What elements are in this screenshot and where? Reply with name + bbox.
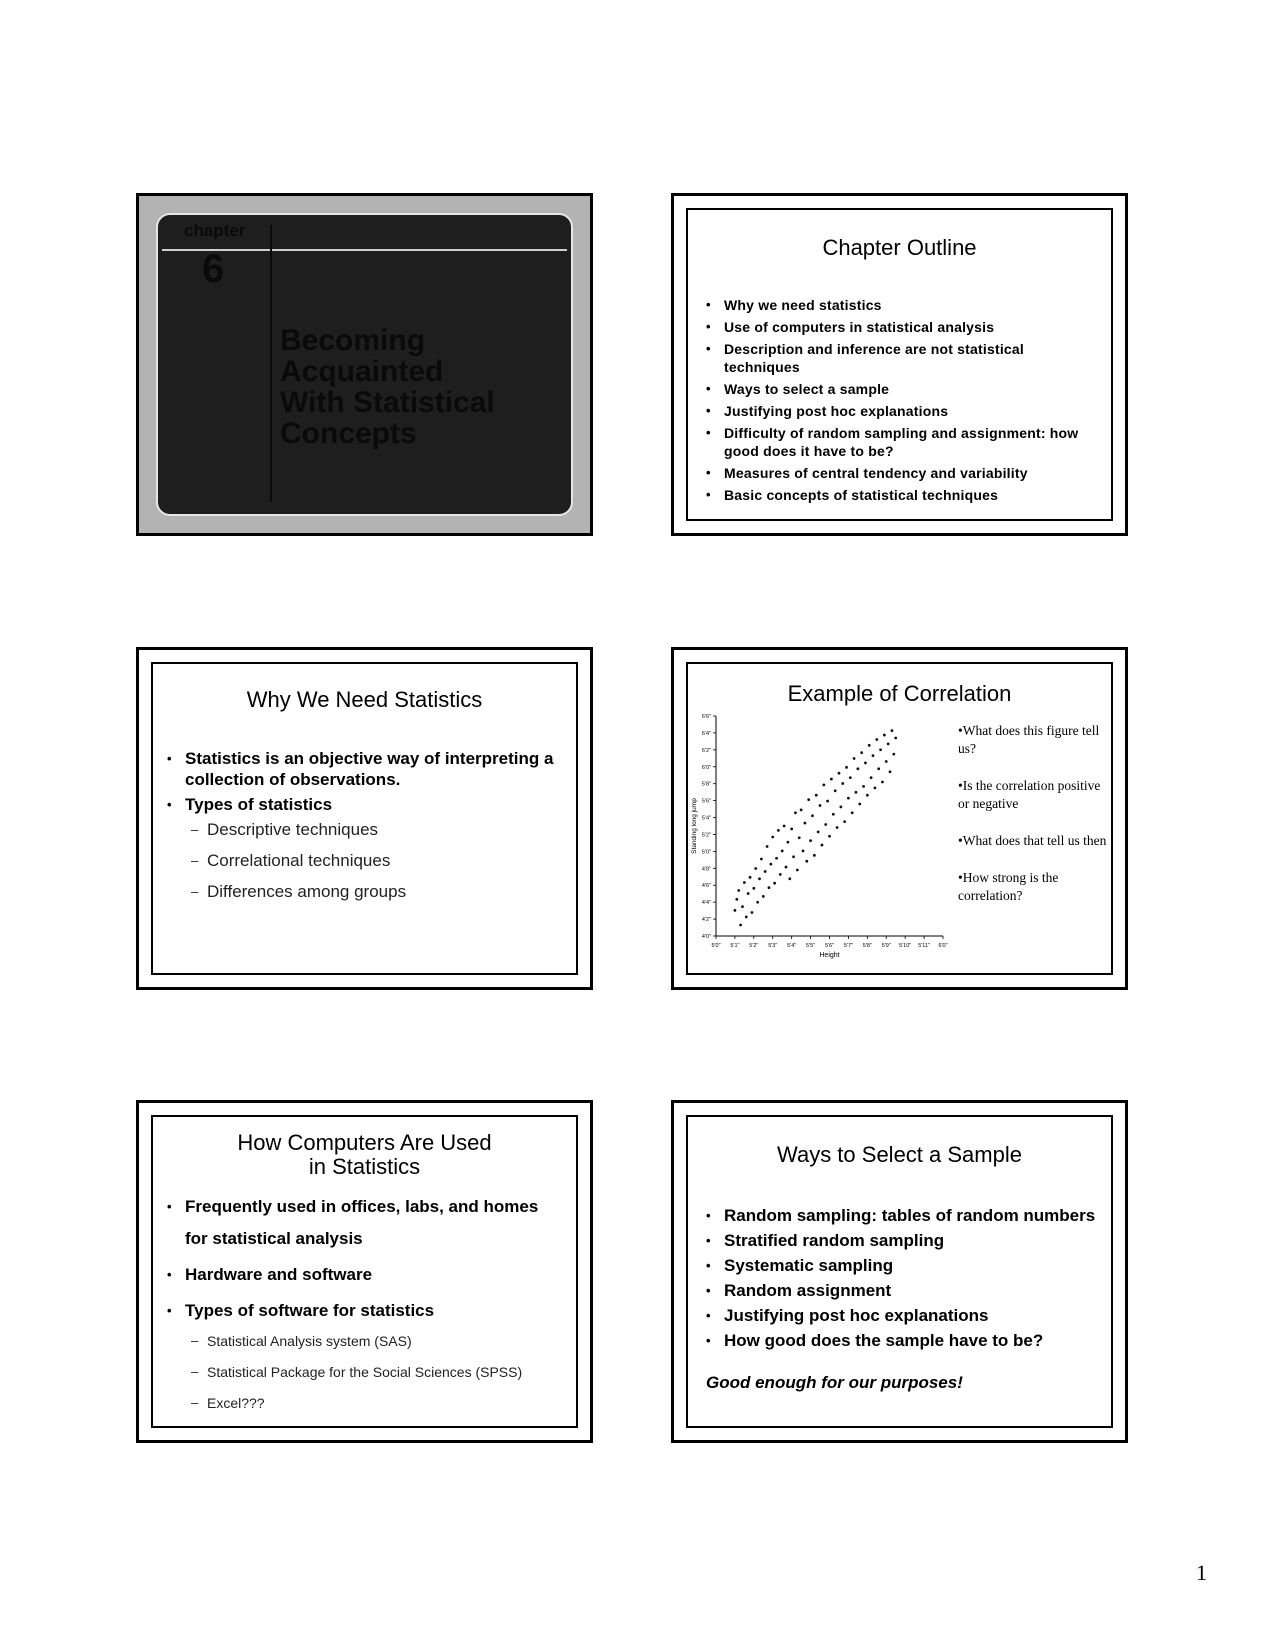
scatter-point xyxy=(824,823,827,826)
chapter-title-line: Acquainted xyxy=(280,355,444,388)
scatter-point xyxy=(777,829,780,832)
scatter-point xyxy=(739,924,742,927)
question-text: •Is the correlation positive or negative xyxy=(958,778,1101,811)
scatter-point xyxy=(766,845,769,848)
scatter-point xyxy=(872,754,875,757)
list-item xyxy=(167,1295,568,1413)
slide-title xyxy=(153,1131,576,1179)
scatter-point xyxy=(811,814,814,817)
scatter-point xyxy=(737,889,740,892)
y-tick-label: 5'0" xyxy=(701,849,711,856)
scatter-point xyxy=(860,751,863,754)
scatter-point xyxy=(828,835,831,838)
chapter-label: chapter xyxy=(184,221,246,240)
x-tick-label: 5'9" xyxy=(881,943,891,949)
x-axis-label: Height xyxy=(819,952,840,959)
scatter-point xyxy=(743,881,746,884)
y-axis-label: Standing long jump xyxy=(691,798,698,854)
x-tick-label: 5'6" xyxy=(824,943,835,949)
scatter-point xyxy=(874,786,877,789)
slide-frame xyxy=(151,662,578,975)
scatter-point xyxy=(853,757,856,760)
list-item-line: Frequently used in offices, labs, and homes xyxy=(185,1197,539,1216)
list-item: • Use of computers in statistical analysis xyxy=(706,318,1099,336)
scatter-point xyxy=(894,737,897,740)
x-tick-label: 5'0" xyxy=(711,943,721,949)
scatter-point xyxy=(881,781,884,784)
x-tick-label: 5'3" xyxy=(768,943,778,949)
list-item: • Justifying post hoc explanations xyxy=(706,402,1099,420)
scatter-point xyxy=(792,855,795,858)
scatter-point xyxy=(794,811,797,814)
sub-list xyxy=(191,1331,568,1413)
list-item: • Difficulty of random sampling and assignment: how good does it have to be? xyxy=(706,424,1099,460)
y-tick-label: 5'4" xyxy=(701,815,711,822)
scatter-point xyxy=(805,860,808,863)
scatter-point xyxy=(773,882,776,885)
slide-frame xyxy=(151,1115,578,1428)
scatter-point xyxy=(751,911,754,914)
scatter-point xyxy=(798,836,801,839)
scatter-point xyxy=(862,785,865,788)
slide-why-statistics xyxy=(136,647,593,990)
scatter-point xyxy=(734,909,737,912)
chapter-number: 6 xyxy=(202,247,225,291)
scatter-point xyxy=(851,811,854,814)
list-item-line: for statistical analysis xyxy=(185,1229,363,1248)
scatter-point xyxy=(815,794,818,797)
sub-item: – Statistical Package for the Social Sciences (SPSS) xyxy=(191,1362,568,1382)
scatter-point xyxy=(786,841,789,844)
scatter-point xyxy=(830,778,833,781)
question-text: •How strong is the correlation? xyxy=(958,870,1059,903)
scatter-point xyxy=(856,767,859,770)
slide-title: Chapter Outline xyxy=(822,235,977,260)
scatter-point xyxy=(781,850,784,853)
slide-frame xyxy=(686,662,1113,975)
scatter-point xyxy=(883,734,886,737)
slide-title: Example of Correlation xyxy=(787,681,1012,706)
scatter-point xyxy=(790,828,793,831)
list-item: • Ways to select a sample xyxy=(706,380,1099,398)
slide-computers-in-statistics xyxy=(136,1100,593,1443)
list-item: • Description and inference are not statistical techniques xyxy=(706,340,1099,376)
question-text: •What does that tell us then xyxy=(958,833,1107,848)
chapter-title xyxy=(280,325,495,449)
y-tick-label: 5'6" xyxy=(701,798,711,805)
scatter-point xyxy=(858,803,861,806)
scatter-point xyxy=(855,791,858,794)
list-item: • How good does the sample have to be? xyxy=(706,1330,1103,1351)
list-item-label: Types of software for statistics xyxy=(185,1301,435,1320)
scatter-point xyxy=(779,873,782,876)
slide-title-line: How Computers Are Used xyxy=(237,1130,492,1155)
x-tick-label: 5'2" xyxy=(749,943,759,949)
slide-correlation-example xyxy=(671,647,1128,990)
scatter-point xyxy=(764,870,767,873)
page-number: 1 xyxy=(1196,1560,1207,1585)
outline-list xyxy=(706,296,1099,508)
scatter-point xyxy=(843,820,846,823)
y-tick-label: 4'0" xyxy=(701,934,711,940)
scatter-point xyxy=(747,892,750,895)
list-item: • Random assignment xyxy=(706,1280,1103,1301)
scatter-point xyxy=(768,886,771,889)
scatter-point xyxy=(756,901,759,904)
list-item: • Systematic sampling xyxy=(706,1255,1103,1276)
slide-title: Why We Need Statistics xyxy=(246,687,483,712)
y-tick-label: 6'2" xyxy=(701,747,711,754)
y-tick-label: 6'4" xyxy=(701,730,711,737)
scatter-point xyxy=(775,857,778,860)
x-tick-label: 5'1" xyxy=(730,943,740,949)
title-panel xyxy=(156,213,573,516)
bullet-list xyxy=(167,748,568,914)
scatter-point xyxy=(785,866,788,869)
y-tick-label: 5'8" xyxy=(701,781,711,788)
scatter-point xyxy=(875,738,878,741)
sub-list xyxy=(191,821,568,901)
list-item: • Statistics is an objective way of interpreting a collection of observations. xyxy=(167,748,568,790)
list-item: • Hardware and software xyxy=(167,1259,568,1291)
vertical-rule xyxy=(270,225,272,502)
x-tick-label: 5'4" xyxy=(787,943,797,949)
scatter-point xyxy=(892,753,895,756)
y-tick-label: 4'2" xyxy=(701,917,711,924)
y-tick-label: 6'0" xyxy=(701,764,711,771)
bullet-list xyxy=(706,1205,1103,1355)
scatter-point xyxy=(769,863,772,866)
scatter-point xyxy=(870,776,873,779)
scatter-point xyxy=(847,797,850,800)
scatter-point xyxy=(771,836,774,839)
discussion-questions xyxy=(958,722,1108,924)
scatter-point xyxy=(826,800,829,803)
scatter-point xyxy=(868,744,871,747)
sub-item: – Differences among groups xyxy=(191,883,568,901)
scatter-point xyxy=(762,895,765,898)
x-tick-label: 5'5" xyxy=(806,943,816,949)
scatter-point xyxy=(809,839,812,842)
list-item: • Random sampling: tables of random numbers xyxy=(706,1205,1103,1226)
scatter-point xyxy=(741,905,744,908)
scatter-point xyxy=(813,854,816,857)
scatter-point xyxy=(877,767,880,770)
scatter-point xyxy=(866,794,869,797)
scatter-point xyxy=(804,822,807,825)
scatter-point xyxy=(783,825,786,828)
list-item: • Why we need statistics xyxy=(706,296,1099,314)
scatter-point xyxy=(807,798,810,801)
sub-item: – Descriptive techniques xyxy=(191,821,568,839)
tagline: Good enough for our purposes! xyxy=(706,1373,963,1392)
scatter-point xyxy=(752,887,755,890)
x-tick-label: 5'10" xyxy=(899,943,912,949)
list-item xyxy=(167,1191,568,1255)
sub-item: – Statistical Analysis system (SAS) xyxy=(191,1331,568,1351)
scatter-point xyxy=(834,789,837,792)
scatter-point xyxy=(889,770,892,773)
scatter-point xyxy=(838,772,841,775)
scatter-point xyxy=(891,729,894,732)
scatter-point xyxy=(821,844,824,847)
x-tick-label: 5'8" xyxy=(862,943,872,949)
question-text: •What does this figure tell us? xyxy=(958,723,1100,756)
slide-chapter-title xyxy=(136,193,593,536)
scatter-point xyxy=(864,762,867,765)
scatter-point xyxy=(760,858,763,861)
x-tick-label: 5'11" xyxy=(918,943,930,949)
scatter-point xyxy=(885,760,888,763)
list-item: • Measures of central tendency and variability xyxy=(706,464,1099,482)
y-tick-label: 4'4" xyxy=(701,900,711,907)
slide-chapter-outline xyxy=(671,193,1128,536)
y-tick-label: 4'6" xyxy=(701,883,711,890)
list-item: • Basic concepts of statistical techniques xyxy=(706,486,1099,504)
scatter-point xyxy=(845,766,848,769)
chapter-title-line: With Statistical xyxy=(280,386,495,419)
bullet-list xyxy=(167,1191,568,1424)
x-tick-label: 6'0" xyxy=(938,943,948,949)
scatter-point xyxy=(839,806,842,809)
y-tick-label: 4'8" xyxy=(701,866,711,873)
sub-item: – Excel??? xyxy=(191,1393,568,1413)
scatter-point xyxy=(800,808,803,811)
slide-title-line: in Statistics xyxy=(308,1154,421,1179)
scatter-point xyxy=(819,804,822,807)
scatter-point xyxy=(796,869,799,872)
y-tick-label: 6'6" xyxy=(701,714,711,720)
sub-item: – Correlational techniques xyxy=(191,852,568,870)
chapter-title-line: Becoming xyxy=(280,324,426,357)
scatter-point xyxy=(832,813,835,816)
scatter-plot xyxy=(688,708,958,968)
scatter-point xyxy=(841,782,844,785)
scatter-point xyxy=(802,850,805,853)
slide-frame xyxy=(686,1115,1113,1428)
slide-title: Ways to Select a Sample xyxy=(777,1142,1022,1167)
scatter-point xyxy=(735,898,738,901)
slide-select-sample xyxy=(671,1100,1128,1443)
scatter-point xyxy=(836,826,839,829)
scatter-point xyxy=(788,877,791,880)
scatter-point xyxy=(849,776,852,779)
scatter-point xyxy=(754,867,757,870)
y-tick-label: 5'2" xyxy=(701,832,711,839)
scatter-point xyxy=(745,916,748,919)
scatter-point xyxy=(749,876,752,879)
scatter-point xyxy=(879,748,882,751)
list-item xyxy=(167,794,568,901)
scatter-point xyxy=(758,877,761,880)
list-item: • Stratified random sampling xyxy=(706,1230,1103,1251)
scatter-point xyxy=(817,830,820,833)
chapter-title-line: Concepts xyxy=(280,417,417,450)
scatter-point xyxy=(822,784,825,787)
x-tick-label: 5'7" xyxy=(843,943,853,949)
scatter-point xyxy=(887,742,890,745)
list-item-label: Types of statistics xyxy=(185,795,333,814)
list-item: • Justifying post hoc explanations xyxy=(706,1305,1103,1326)
slide-frame xyxy=(686,208,1113,521)
